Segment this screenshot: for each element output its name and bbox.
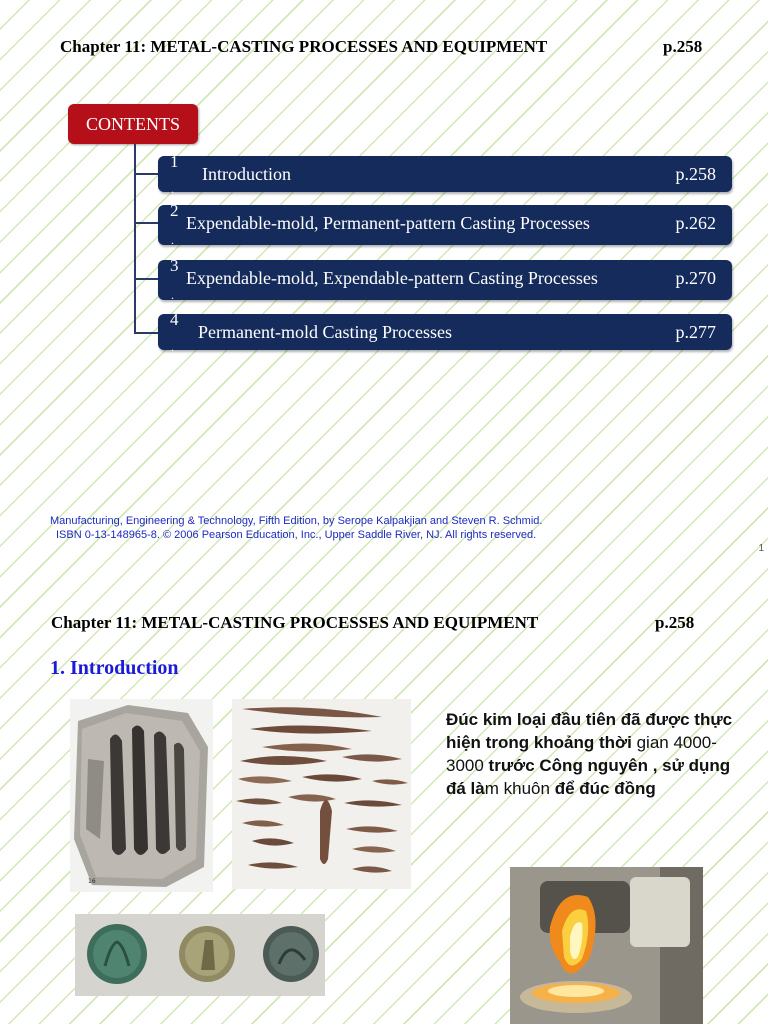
intro-text-bold-2: trước Công nguyên , sử dụng đá là [446, 756, 731, 798]
tree-branch [134, 173, 160, 175]
molten-metal-pour-image [510, 867, 703, 1024]
toc-item-expendable-permanent[interactable] [158, 201, 732, 247]
slide-number: 1 [758, 543, 764, 554]
stone-mold-image [70, 699, 213, 892]
chapter-title: Chapter 11: METAL-CASTING PROCESSES AND EQUIPMENT [60, 37, 548, 56]
toc-label: Introduction [202, 164, 291, 184]
contents-badge: CONTENTS [68, 104, 198, 144]
ancient-coins-image [75, 914, 325, 996]
molten-metal-pour-photo [510, 867, 703, 1024]
toc-label: Expendable-mold, Permanent-pattern Casting Processes [186, 213, 590, 233]
toc-number: 1 [170, 152, 179, 171]
toc-item-permanent-mold[interactable] [158, 310, 732, 354]
intro-text-bold-1: Đúc kim loại đầu tiên đã được thực hiện trong khoảng thời [446, 710, 733, 752]
stone-mold-photo [70, 699, 213, 892]
toc-number: 3 [170, 256, 179, 275]
toc-label: Expendable-mold, Expendable-pattern Casting Processes [186, 268, 598, 288]
section-heading: 1. Introduction [50, 657, 179, 679]
toc-page: p.258 [675, 164, 716, 184]
bronze-artifacts-image [232, 699, 411, 889]
toc-item-introduction[interactable] [158, 152, 732, 196]
toc-page: p.270 [675, 268, 716, 288]
toc-page: p.262 [675, 213, 716, 233]
toc-number-dot: . [171, 288, 174, 302]
toc-number-dot: . [171, 182, 174, 196]
intro-text-bold-3: để đúc đồng [554, 779, 656, 798]
tree-branch [134, 222, 160, 224]
bronze-artifacts-photo [232, 699, 411, 889]
toc-item-expendable-expendable[interactable] [158, 256, 732, 302]
intro-text-normal-1: gian 4000-3000 [446, 733, 717, 775]
chapter-page-ref: p.258 [663, 37, 703, 56]
toc-label: Permanent-mold Casting Processes [198, 322, 452, 342]
slide-2 [0, 590, 768, 1024]
toc-page: p.277 [675, 322, 716, 342]
footer-line-1: Manufacturing, Engineering & Technology, Fifth Edition, by Serope Kalpakjian and Steven R. Schmid. [50, 515, 543, 527]
svg-text:16: 16 [88, 878, 96, 885]
toc-number-dot: . [171, 340, 174, 354]
intro-text-normal-2: m khuôn [484, 779, 555, 798]
tree-branch [134, 332, 160, 334]
copyright-footer [50, 514, 542, 542]
toc-number-dot: . [171, 233, 174, 247]
toc-number: 2 [170, 201, 179, 220]
ancient-coins-photo [75, 914, 325, 996]
toc-number: 4 [170, 310, 179, 329]
chapter-page-ref: p.258 [655, 613, 695, 632]
tree-branch [134, 278, 160, 280]
footer-line-2: ISBN 0-13-148965-8. © 2006 Pearson Education, Inc., Upper Saddle River, NJ. All rights reserved. [56, 529, 537, 541]
introduction-text [446, 708, 736, 800]
chapter-title: Chapter 11: METAL-CASTING PROCESSES AND EQUIPMENT [51, 613, 539, 632]
